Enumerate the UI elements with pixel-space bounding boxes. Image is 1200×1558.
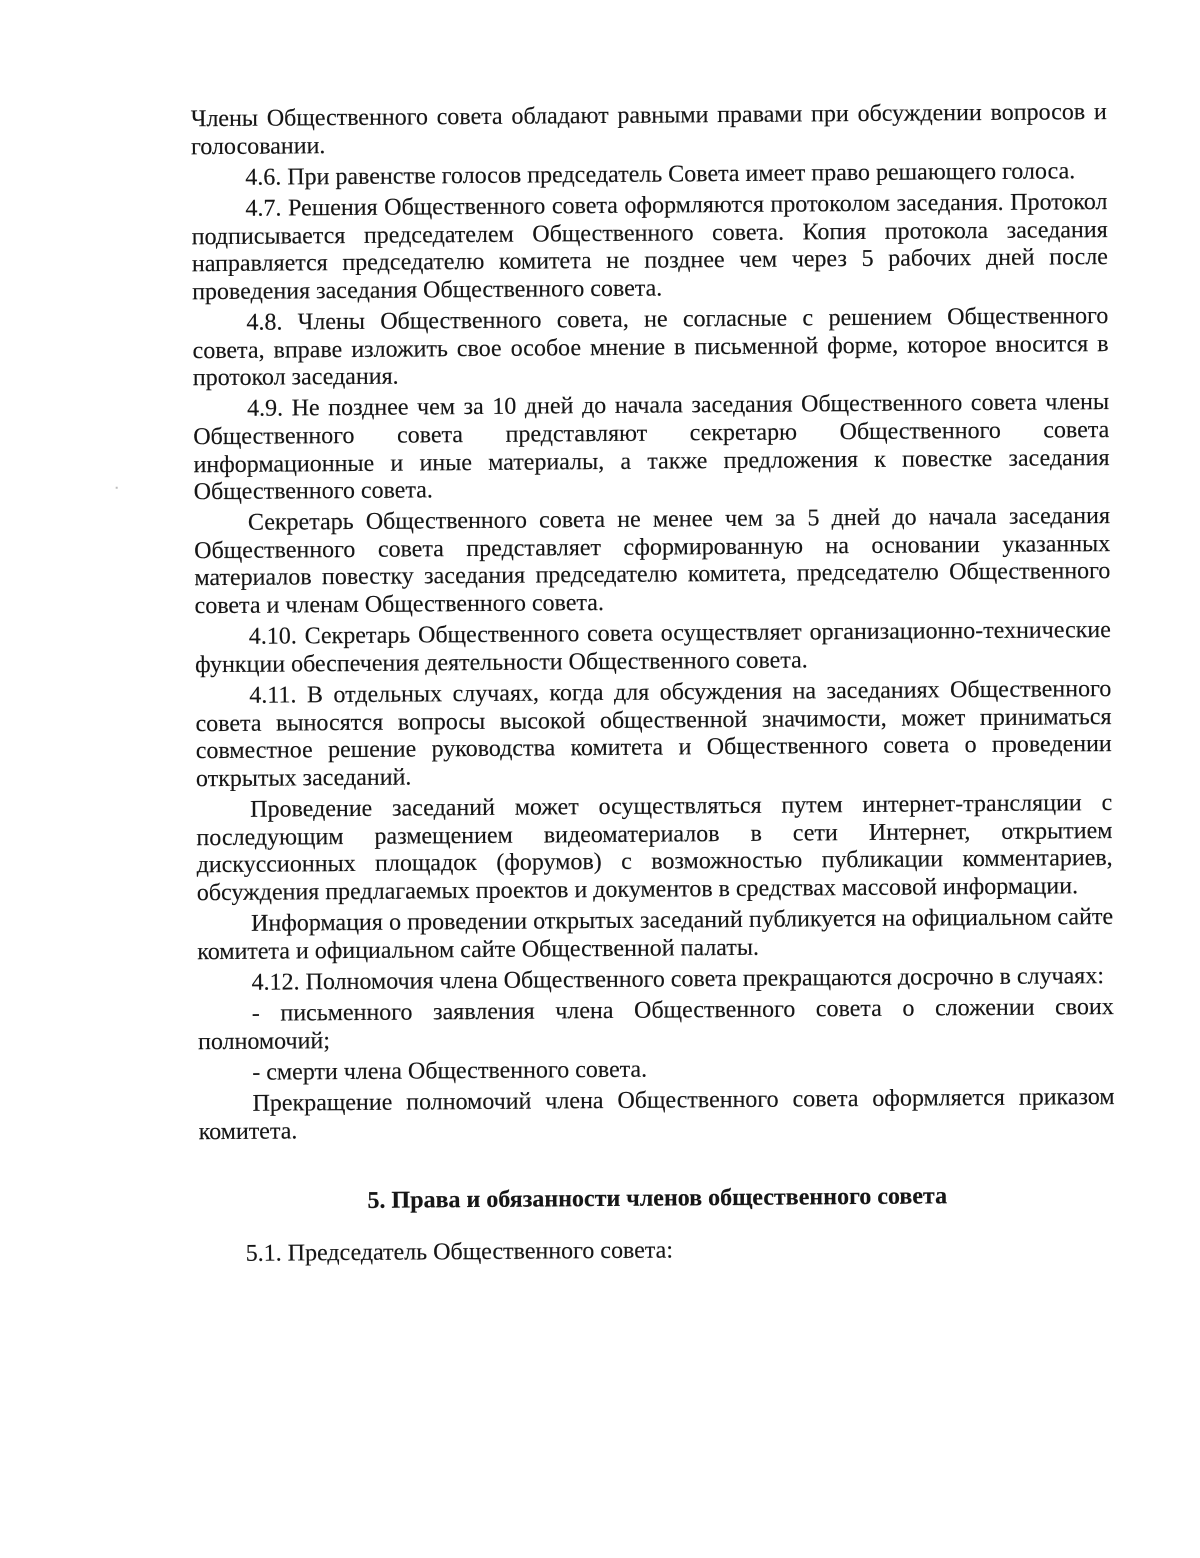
paragraph-4-10: 4.10. Секретарь Общественного совета осуществляет организационно-технические функции обеспечения деятельности Общественного совета.	[194, 617, 1111, 679]
document-body	[191, 99, 1116, 1272]
paragraph-5-1: 5.1. Председатель Общественного совета:	[245, 1237, 674, 1267]
paragraph-4-11: 4.11. В отдельных случаях, когда для обсуждения на заседаниях Общественного совета выносятся вопросы высокой общественной значимости, может приниматься совместное решение руководства комитета и Общественного совета о проведении открытых заседаний.	[195, 676, 1112, 792]
scan-speck	[116, 487, 118, 489]
list-item-death: - смерти члена Общественного совета.	[252, 1056, 648, 1086]
paragraph-secretary: Секретарь Общественного совета не менее чем за 5 дней до начала заседания Общественного совета представляет сформированную на основании указанных материалов повестку заседания председателю комитета, председателю Общественного совета и членам Общественного совета.	[194, 503, 1111, 620]
list-item-statement: - письменного заявления члена Общественного совета о сложении своих полномочий;	[197, 993, 1114, 1055]
paragraph-4-12: 4.12. Полномочия члена Общественного совета прекращаются досрочно в случаях:	[251, 962, 1105, 996]
paragraph-4-6: 4.6. При равенстве голосов председатель Совета имеет право решающего голоса.	[245, 158, 1076, 191]
paragraph-publication: Информация о проведении открытых заседаний публикуется на официальном сайте комитета и официальном сайте Общественной палаты.	[197, 903, 1114, 965]
paragraph-broadcast: Проведение заседаний может осуществляться путем интернет-трансляции с последующим размещением видеоматериалов в сети Интернет, открытием дискуссионных площадок (форумов) с возможностью публикации комментариев, обсуждения предлагаемых проектов и документов в средствах массовой информации.	[196, 789, 1113, 906]
paragraph-continuation: Члены Общественного совета обладают равными правами при обсуждении вопросов и голосовании.	[190, 98, 1107, 160]
paragraph-4-8: 4.8. Члены Общественного совета, не согласные с решением Общественного совета, вправе изложить свое особое мнение в письменной форме, которое вносится в протокол заседания.	[192, 302, 1109, 392]
paragraph-4-9: 4.9. Не позднее чем за 10 дней до начала заседания Общественного совета члены Общественного совета представляют секретарю Общественного совета информационные и иные материалы, а также предложения к повестке заседания Общественного совета.	[193, 389, 1110, 506]
paragraph-4-7: 4.7. Решения Общественного совета оформляются протоколом заседания. Протокол подписывается председателем Общественного совета. Копия протокола заседания направляется председателю комитета не позднее чем через 5 рабочих дней после проведения заседания Общественного совета.	[191, 188, 1109, 305]
paragraph-termination: Прекращение полномочий члена Общественного совета оформляется приказом комитета.	[198, 1083, 1115, 1145]
section-heading: 5. Права и обязанности членов общественного совета	[367, 1183, 948, 1214]
